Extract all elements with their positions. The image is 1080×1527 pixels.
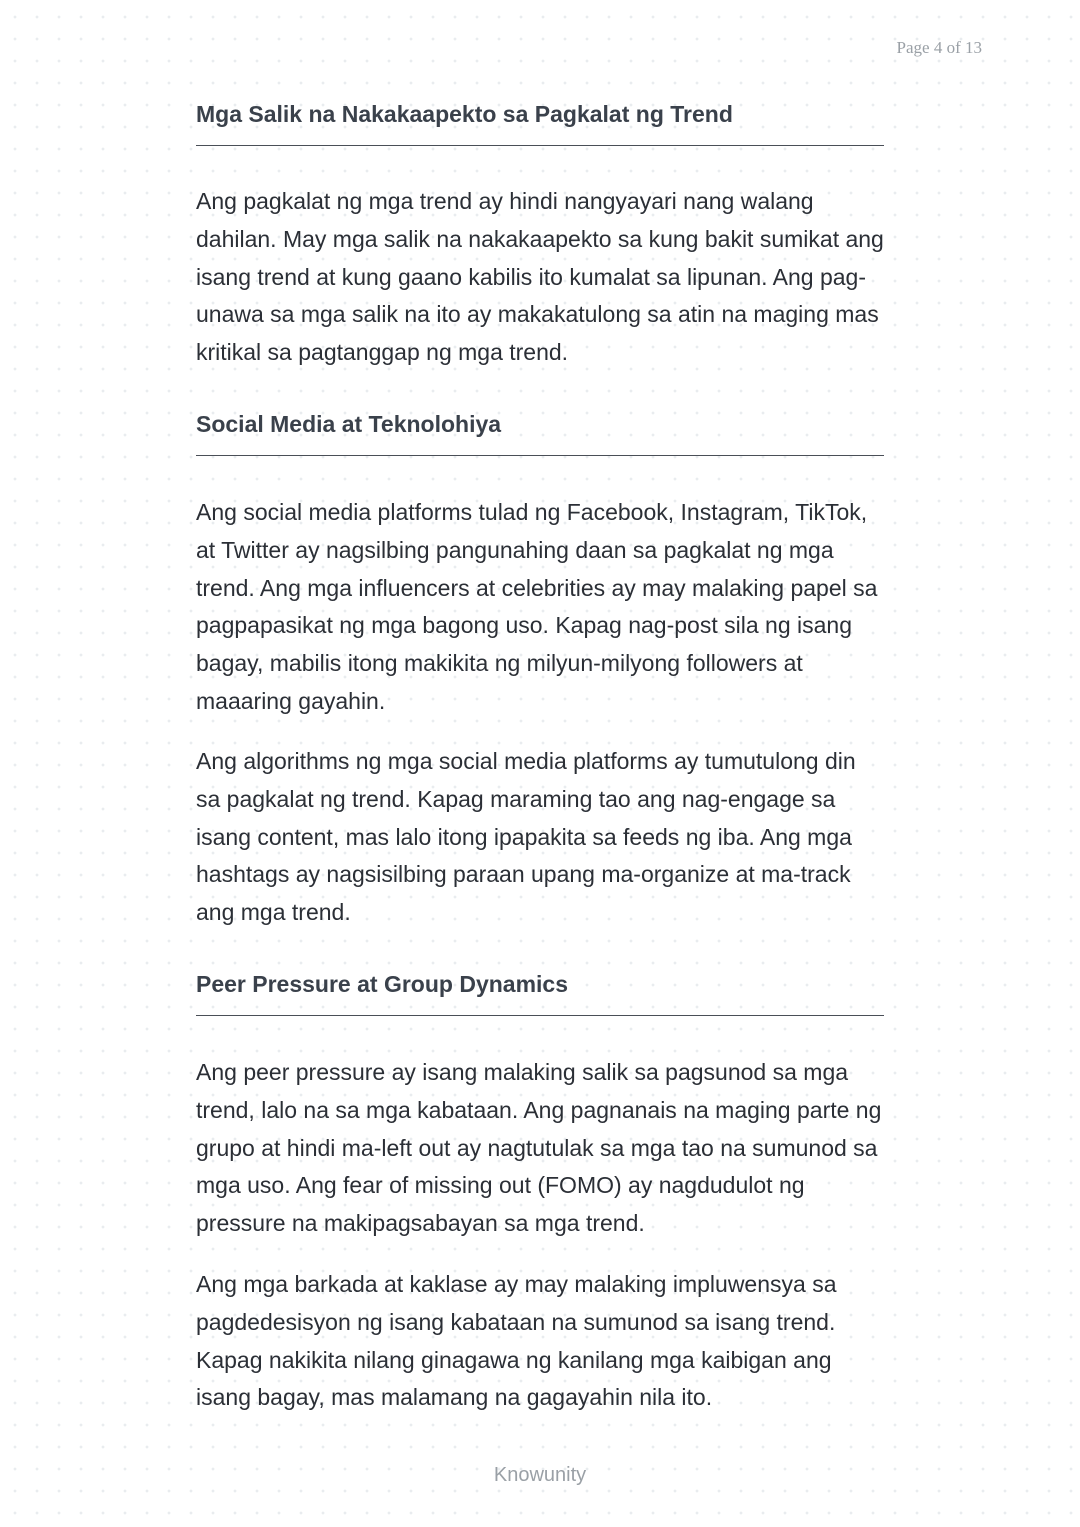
page-number: Page 4 of 13 [896, 38, 982, 57]
section-title-salik: Mga Salik na Nakakaapekto sa Pagkalat ng Trend [196, 100, 884, 146]
footer-brand: Knowunity [493, 1464, 587, 1486]
paragraph-salik-intro: Ang pagkalat ng mga trend ay hindi nangyayari nang walang dahilan. May mga salik na nakakaapekto sa kung bakit sumikat ang isang trend at kung gaano kabilis ito kumalat sa lipunan. Ang pag-unawa sa mga salik na ito ay makakatulong sa atin na maging mas kritikal sa pagtanggap ng mga trend. [196, 188, 884, 366]
section-title-peer-pressure: Peer Pressure at Group Dynamics [196, 970, 884, 1016]
paragraph-social-media-2: Ang algorithms ng mga social media platforms ay tumutulong din sa pagkalat ng trend. Kapag maraming tao ang nag-engage sa isang content, mas lalo itong ipapakita sa feeds ng iba. Ang mga hashtags ay nagsisilbing paraan upang ma-organize at ma-track ang mga trend. [196, 748, 856, 926]
paragraph-peer-pressure-1: Ang peer pressure ay isang malaking salik sa pagsunod sa mga trend, lalo na sa mga kabataan. Ang pagnanais na maging parte ng grupo at hindi ma-left out ay nagtutulak sa mga tao na sumunod sa mga uso. Ang fear of missing out (FOMO) ay nagdudulot ng pressure na makipagsabayan sa mga trend. [196, 1059, 882, 1237]
paragraph-peer-pressure-2: Ang mga barkada at kaklase ay may malaking impluwensya sa pagdedesisyon ng isang kabataan na sumunod sa isang trend. Kapag nakikita nilang ginagawa ng kanilang mga kaibigan ang isang bagay, mas malamang na gagayahin nila ito. [196, 1271, 837, 1411]
section-title-social-media: Social Media at Teknolohiya [196, 410, 884, 456]
paragraph-social-media-1: Ang social media platforms tulad ng Facebook, Instagram, TikTok, at Twitter ay nagsilbing pangunahing daan sa pagkalat ng mga trend. Ang mga influencers at celebrities ay may malaking papel sa pagpapasikat ng mga bagong uso. Kapag nag-post sila ng isang bagay, mabilis itong makikita ng milyun-milyong followers at maaaring gayahin. [196, 499, 878, 714]
